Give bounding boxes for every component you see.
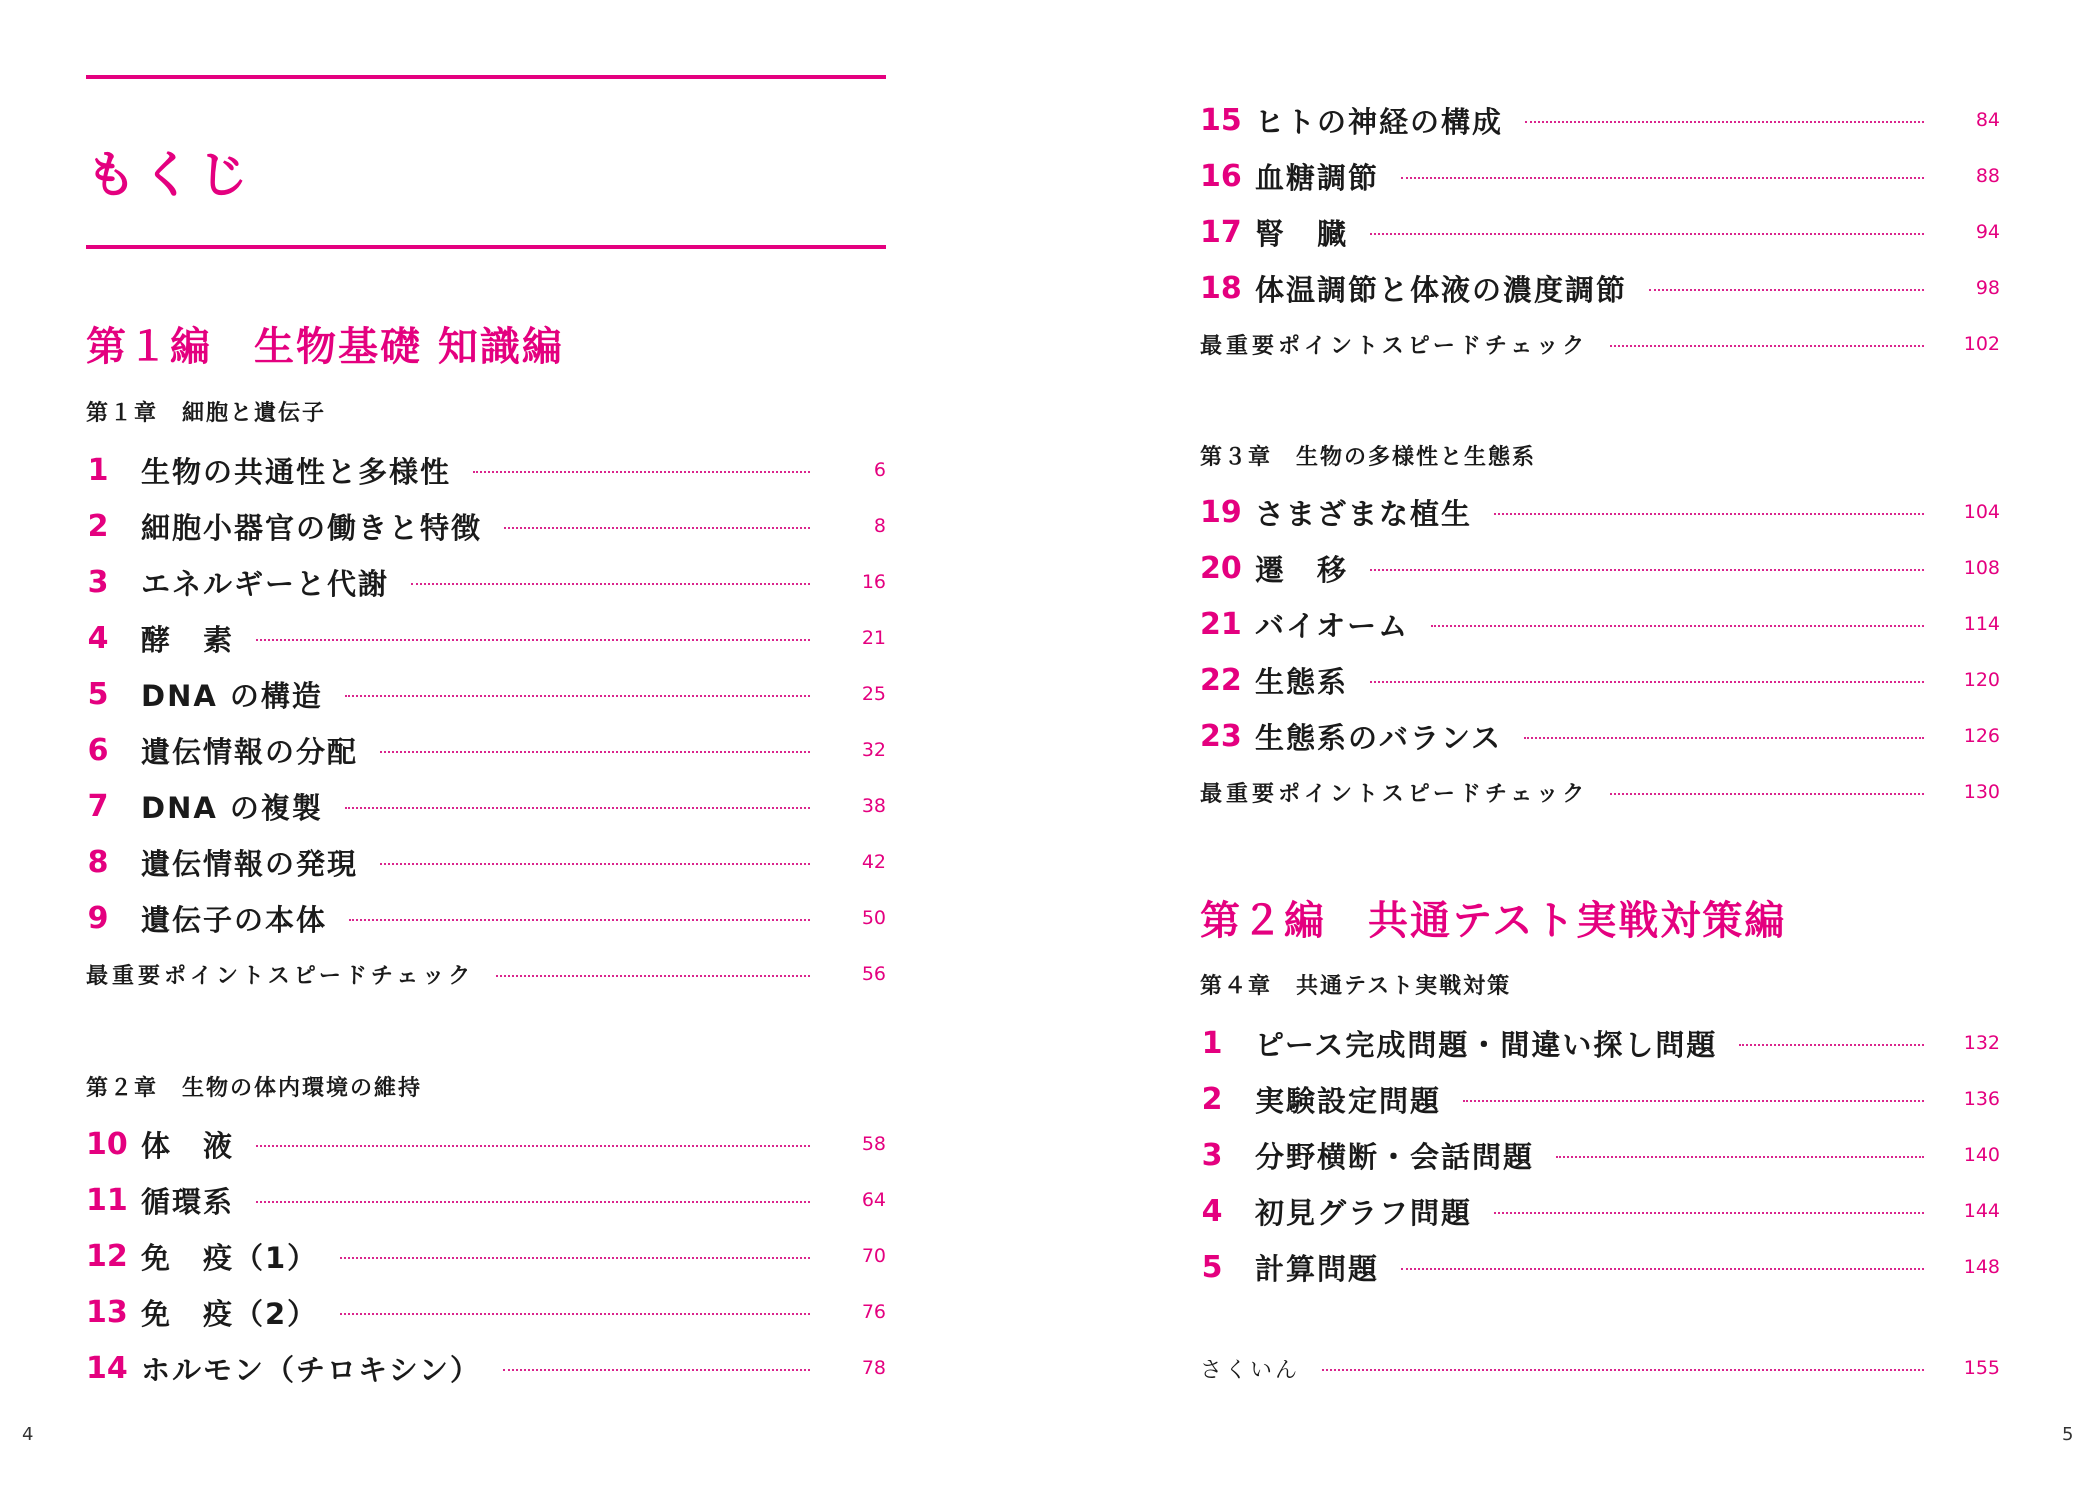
top-rule — [86, 75, 886, 79]
part-2-heading: 第２編 共通テスト実戦対策編 — [1200, 898, 1787, 944]
entry-page: 78 — [861, 1357, 886, 1379]
toc-entry[interactable] — [1200, 1191, 2000, 1231]
entry-title: 体 液 — [141, 1128, 235, 1163]
entry-page: 42 — [861, 851, 886, 873]
toc-entry[interactable] — [1200, 212, 2000, 252]
entry-number: 3 — [1201, 1137, 1223, 1173]
entry-title: DNA の構造 — [141, 678, 323, 713]
dot-leader — [1494, 513, 1924, 515]
entry-title: 分野横断・会話問題 — [1255, 1139, 1535, 1174]
dot-leader — [473, 471, 810, 473]
dot-leader — [411, 583, 810, 585]
entry-title: 体温調節と体液の濃度調節 — [1255, 272, 1628, 307]
entry-page: 88 — [1975, 165, 2000, 187]
dot-leader — [340, 1313, 810, 1315]
toc-entry[interactable] — [86, 1348, 886, 1388]
entry-title: 遷 移 — [1255, 552, 1349, 587]
entry-number: 14 — [86, 1350, 128, 1386]
entry-page: 148 — [1963, 1256, 2000, 1278]
dot-leader — [1525, 121, 1924, 123]
entry-page: 56 — [861, 963, 886, 985]
entry-number: 2 — [87, 508, 109, 544]
entry-number: 18 — [1200, 270, 1242, 306]
toc-entry-speed-check[interactable] — [1200, 324, 2000, 364]
toc-entry[interactable] — [1200, 1079, 2000, 1119]
dot-leader — [496, 975, 810, 977]
toc-entry[interactable] — [86, 1180, 886, 1220]
entry-title: 生態系 — [1255, 664, 1349, 699]
entry-page: 144 — [1963, 1200, 2000, 1222]
entry-number: 7 — [87, 788, 109, 824]
toc-entry[interactable] — [86, 730, 886, 770]
entry-number: 5 — [87, 676, 109, 712]
entry-title: 免 疫（2） — [141, 1296, 319, 1331]
entry-page: 126 — [1963, 725, 2000, 747]
entry-title: 細胞小器官の働きと特徴 — [141, 510, 483, 545]
entry-number: 9 — [87, 900, 109, 936]
entry-number: 6 — [87, 732, 109, 768]
dot-leader — [1649, 289, 1924, 291]
entry-title: 生態系のバランス — [1255, 720, 1503, 755]
entry-title: 血糖調節 — [1255, 160, 1380, 195]
toc-entry[interactable] — [86, 786, 886, 826]
entry-title: 免 疫（1） — [141, 1240, 319, 1275]
heading-rule — [86, 245, 886, 249]
toc-entry[interactable] — [86, 1124, 886, 1164]
toc-entry[interactable] — [86, 1292, 886, 1332]
entry-page: 38 — [861, 795, 886, 817]
entry-title: 酵 素 — [141, 622, 235, 657]
toc-entry[interactable] — [1200, 548, 2000, 588]
entry-number: 17 — [1200, 214, 1242, 250]
entry-title: ピース完成問題・間違い探し問題 — [1255, 1027, 1718, 1062]
dot-leader — [1370, 233, 1924, 235]
entry-number: 4 — [87, 620, 109, 656]
entry-title: 初見グラフ問題 — [1255, 1195, 1473, 1230]
page-number-left: 4 — [22, 1424, 34, 1445]
entry-number: 20 — [1200, 550, 1242, 586]
toc-entry[interactable] — [86, 506, 886, 546]
dot-leader — [1610, 793, 1924, 795]
toc-entry-speed-check[interactable] — [1200, 772, 2000, 812]
entry-number: 21 — [1200, 606, 1242, 642]
dot-leader — [1610, 345, 1924, 347]
entry-page: 70 — [861, 1245, 886, 1267]
entry-number: 15 — [1200, 102, 1242, 138]
dot-leader — [380, 751, 810, 753]
toc-entry[interactable] — [86, 898, 886, 938]
toc-entry[interactable] — [1200, 604, 2000, 644]
dot-leader — [256, 639, 810, 641]
entry-page: 21 — [861, 627, 886, 649]
dot-leader — [1463, 1100, 1924, 1102]
entry-number: 23 — [1200, 718, 1242, 754]
entry-number: 8 — [87, 844, 109, 880]
toc-entry-index[interactable] — [1200, 1348, 2000, 1388]
entry-title: 計算問題 — [1255, 1251, 1380, 1286]
entry-number: 12 — [86, 1238, 128, 1274]
entry-title: 最重要ポイントスピードチェック — [86, 963, 475, 989]
toc-entry[interactable] — [1200, 660, 2000, 700]
entry-page: 132 — [1963, 1032, 2000, 1054]
entry-title: 生物の共通性と多様性 — [141, 454, 452, 489]
entry-page: 140 — [1963, 1144, 2000, 1166]
entry-page: 76 — [861, 1301, 886, 1323]
entry-title: 実験設定問題 — [1255, 1083, 1442, 1118]
dot-leader — [1431, 625, 1924, 627]
entry-title: 遺伝情報の発現 — [141, 846, 359, 881]
toc-entry[interactable] — [1200, 156, 2000, 196]
dot-leader — [504, 527, 810, 529]
dot-leader — [1524, 737, 1924, 739]
entry-number: 11 — [86, 1182, 128, 1218]
entry-page: 108 — [1963, 557, 2000, 579]
toc-entry-speed-check[interactable] — [86, 954, 886, 994]
entry-title: 最重要ポイントスピードチェック — [1200, 781, 1589, 807]
dot-leader — [1322, 1369, 1924, 1371]
entry-page: 25 — [861, 683, 886, 705]
entry-number: 5 — [1201, 1249, 1223, 1285]
dot-leader — [1739, 1044, 1924, 1046]
toc-entry[interactable] — [86, 1236, 886, 1276]
entry-title: 循環系 — [141, 1184, 235, 1219]
entry-page: 120 — [1963, 669, 2000, 691]
entry-page: 136 — [1963, 1088, 2000, 1110]
entry-page: 64 — [861, 1189, 886, 1211]
entry-number: 2 — [1201, 1081, 1223, 1117]
toc-entry[interactable] — [86, 618, 886, 658]
entry-page: 58 — [861, 1133, 886, 1155]
dot-leader — [345, 695, 810, 697]
toc-heading: もくじ — [86, 146, 254, 204]
toc-entry[interactable] — [1200, 716, 2000, 756]
entry-page: 155 — [1963, 1357, 2000, 1379]
chapter-4-heading: 第４章 共通テスト実戦対策 — [1200, 974, 1512, 999]
entry-title: DNA の複製 — [141, 790, 323, 825]
dot-leader — [1494, 1212, 1924, 1214]
entry-number: 19 — [1200, 494, 1242, 530]
entry-page: 98 — [1975, 277, 2000, 299]
entry-title: ヒトの神経の構成 — [1255, 104, 1504, 139]
toc-entry[interactable] — [86, 674, 886, 714]
entry-title: 最重要ポイントスピードチェック — [1200, 333, 1589, 359]
chapter-2-heading: 第２章 生物の体内環境の維持 — [86, 1076, 423, 1101]
page-number-right: 5 — [2062, 1424, 2074, 1445]
entry-title: 腎 臓 — [1255, 216, 1349, 251]
entry-title: 遺伝情報の分配 — [141, 734, 359, 769]
dot-leader — [1370, 569, 1924, 571]
entry-page: 32 — [861, 739, 886, 761]
entry-title: バイオーム — [1255, 608, 1410, 643]
toc-entry[interactable] — [1200, 492, 2000, 532]
toc-entry[interactable] — [86, 450, 886, 490]
entry-page: 104 — [1963, 501, 2000, 523]
entry-page: 50 — [861, 907, 886, 929]
entry-title: 遺伝子の本体 — [141, 902, 328, 937]
dot-leader — [380, 863, 810, 865]
entry-page: 130 — [1963, 781, 2000, 803]
entry-number: 4 — [1201, 1193, 1223, 1229]
entry-number: 3 — [87, 564, 109, 600]
entry-page: 114 — [1963, 613, 2000, 635]
chapter-3-heading: 第３章 生物の多様性と生態系 — [1200, 445, 1537, 470]
toc-entry[interactable] — [1200, 100, 2000, 140]
entry-number: 1 — [87, 452, 109, 488]
entry-page: 8 — [873, 515, 886, 537]
toc-entry[interactable] — [86, 842, 886, 882]
entry-page: 84 — [1975, 109, 2000, 131]
entry-page: 6 — [873, 459, 886, 481]
chapter-1-heading: 第１章 細胞と遺伝子 — [86, 401, 327, 426]
dot-leader — [1401, 177, 1924, 179]
entry-number: 1 — [1201, 1025, 1223, 1061]
dot-leader — [349, 919, 810, 921]
toc-entry[interactable] — [1200, 1135, 2000, 1175]
entry-number: 22 — [1200, 662, 1242, 698]
toc-entry[interactable] — [86, 562, 886, 602]
entry-title: ホルモン（チロキシン） — [141, 1352, 481, 1387]
entry-number: 10 — [86, 1126, 128, 1162]
dot-leader — [256, 1201, 810, 1203]
dot-leader — [1401, 1268, 1924, 1270]
entry-title: さまざまな植生 — [1255, 496, 1473, 531]
entry-title: エネルギーと代謝 — [141, 566, 390, 601]
entry-number: 16 — [1200, 158, 1242, 194]
dot-leader — [340, 1257, 810, 1259]
entry-page: 102 — [1963, 333, 2000, 355]
toc-entry[interactable] — [1200, 1023, 2000, 1063]
toc-entry[interactable] — [1200, 268, 2000, 308]
entry-title: さくいん — [1200, 1357, 1301, 1383]
part-1-heading: 第１編 生物基礎 知識編 — [86, 324, 564, 370]
entry-page: 94 — [1975, 221, 2000, 243]
dot-leader — [1370, 681, 1924, 683]
toc-entry[interactable] — [1200, 1247, 2000, 1287]
dot-leader — [256, 1145, 810, 1147]
dot-leader — [1556, 1156, 1924, 1158]
dot-leader — [503, 1369, 810, 1371]
entry-page: 16 — [861, 571, 886, 593]
entry-number: 13 — [86, 1294, 128, 1330]
dot-leader — [345, 807, 810, 809]
